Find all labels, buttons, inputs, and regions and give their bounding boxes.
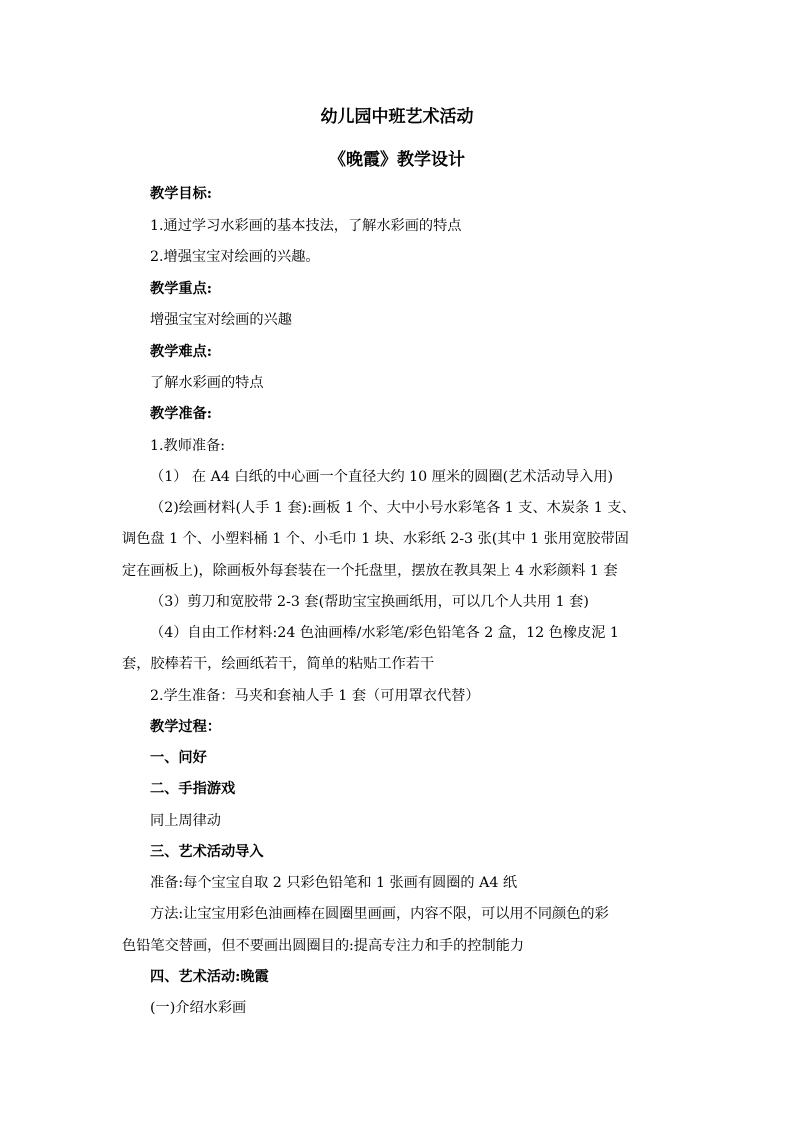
prep-item-2-cont-1: 调色盘 1 个、小塑料桶 1 个、小毛巾 1 块、水彩纸 2-3 张(其中 1 张用宽胶带固 — [122, 531, 629, 547]
prep-item-4: （4）自由工作材料:24 色油画棒/水彩笔/彩色铅笔各 2 盒，12 色橡皮泥 1 — [150, 625, 619, 641]
step-2-text: 同上周律动 — [150, 813, 221, 829]
heading-process: 教学过程： — [150, 719, 221, 735]
student-prep: 2.学生准备：马夹和套袖人手 1 套（可用罩衣代替） — [150, 688, 480, 704]
heading-teaching-goals: 教学目标: — [150, 186, 212, 202]
heading-preparation: 教学准备: — [150, 406, 212, 422]
step-3-method-cont: 色铅笔交替画，但不要画出圆圈目的:提高专注力和手的控制能力 — [122, 938, 525, 954]
step-2-finger-game: 二、手指游戏 — [150, 781, 236, 797]
step-3-preparation: 准备:每个宝宝自取 2 只彩色铅笔和 1 张画有圆圈的 A4 纸 — [150, 875, 518, 891]
difficulty-text: 了解水彩画的特点 — [150, 375, 264, 391]
prep-item-2: （2)绘画材料(人手 1 套):画板 1 个、大中小号水彩笔各 1 支、木炭条 1 支、 — [150, 500, 636, 516]
heading-difficulties: 教学难点: — [150, 344, 212, 360]
goal-item-2: 2.增强宝宝对绘画的兴趣。 — [150, 249, 320, 265]
prep-item-4-cont: 套，胶棒若干，绘画纸若干，简单的粘贴工作若干 — [122, 656, 435, 672]
heading-key-points: 教学重点: — [150, 281, 212, 297]
step-3-method: 方法:让宝宝用彩色油画棒在圆圈里画画，内容不限，可以用不同颜色的彩 — [150, 906, 609, 922]
teacher-prep-heading: 1.教师准备: — [150, 438, 226, 454]
prep-item-3: （3）剪刀和宽胶带 2-3 套(帮助宝宝换画纸用，可以几个人共用 1 套) — [150, 594, 589, 610]
step-1-greeting: 一、问好 — [150, 750, 207, 766]
prep-item-2-cont-2: 定在画板上)，除画板外每套装在一个托盘里，摆放在教具架上 4 水彩颜料 1 套 — [122, 563, 618, 579]
step-4-activity: 四、艺术活动:晚霞 — [150, 969, 269, 985]
step-3-intro: 三、艺术活动导入 — [150, 844, 264, 860]
step-4-sub-1: (一)介绍水彩画 — [150, 1000, 247, 1016]
key-point-text: 增强宝宝对绘画的兴趣 — [150, 312, 292, 328]
goal-item-1: 1.通过学习水彩画的基本技法，了解水彩画的特点 — [150, 218, 462, 234]
document-title: 幼儿园中班艺术活动 — [320, 107, 474, 127]
prep-item-1: （1） 在 A4 白纸的中心画一个直径大约 10 厘米的圆圈(艺术活动导入用) — [150, 469, 614, 485]
document-subtitle: 《晚霞》教学设计 — [329, 150, 465, 170]
